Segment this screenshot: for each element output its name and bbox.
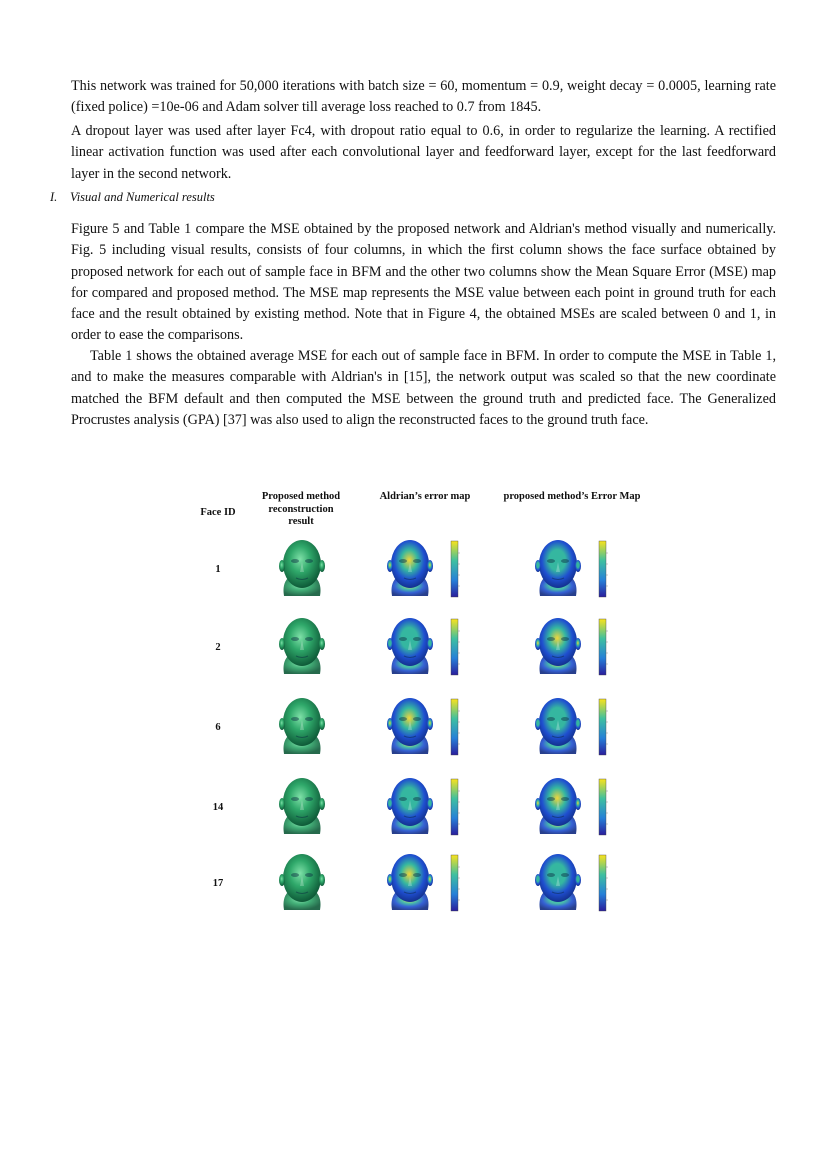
face-ald (370, 612, 450, 682)
paragraph-table-mse: Table 1 shows the obtained average MSE for each out of sample face in BFM. In order to compute the MSE in Table 1, and to make the measures comparable with Aldrian's in [15], the network output was scaled so that the new coordinate matched the BFM default and then computed the MSE between the ground truth and predicted face. The Generalized Procrustes analysis (GPA) [37] was also used to align the reconstructed faces to the ground truth face. (71, 348, 776, 428)
face-recon (262, 848, 342, 918)
aldrian-error-map (370, 848, 468, 918)
header-reconstruction: Proposed method reconstruction result (261, 491, 341, 527)
face-prop (518, 612, 598, 682)
proposed-error-map (518, 848, 616, 918)
figure-5 (190, 486, 650, 916)
colorbar (598, 617, 616, 677)
face-prop (518, 848, 598, 918)
face-id-label: 1 (215, 564, 221, 575)
face-id-label: 6 (215, 722, 221, 733)
colorbar (598, 853, 616, 913)
face-recon (262, 772, 342, 842)
colorbar (598, 539, 616, 599)
colorbar (598, 697, 616, 757)
face-recon (262, 692, 342, 762)
paragraph-figure-comparison: Figure 5 and Table 1 compare the MSE obtained by the proposed network and Aldrian's method visually and numerically. Fig. 5 including visual results, consists of four columns, in which the first column shows the face surface obtained by proposed network for each out of sample face in BFM and the other two columns show the Mean Square Error (MSE) map for compared and proposed method. The MSE map represents the MSE value between each point in ground truth for each face and the result obtained by existing method. Note that in Figure 4, the obtained MSEs are scaled between 0 and 1, in order to ease the comparisons. (71, 221, 776, 344)
face-recon (262, 612, 342, 682)
reconstruction-result (262, 772, 342, 842)
section-title: Visual and Numerical results (70, 190, 215, 204)
aldrian-error-map (370, 772, 468, 842)
reconstruction-result (262, 848, 342, 918)
header-face-id: Face ID (200, 507, 236, 518)
aldrian-error-map (370, 612, 468, 682)
proposed-error-map (518, 612, 616, 682)
proposed-error-map (518, 692, 616, 762)
face-ald (370, 848, 450, 918)
face-id-label: 14 (212, 802, 224, 813)
colorbar (450, 697, 468, 757)
paragraph-training: This network was trained for 50,000 iterations with batch size = 60, momentum = 0.9, weight decay = 0.0005, learning rate (fixed police) =10e-06 and Adam solver till average loss reached to 0.7 from 1845. (71, 78, 776, 116)
proposed-error-map (518, 534, 616, 604)
reconstruction-result (262, 534, 342, 604)
face-id-label: 2 (215, 642, 221, 653)
reconstruction-result (262, 692, 342, 762)
reconstruction-result (262, 612, 342, 682)
header-proposed-error: proposed method’s Error Map (503, 491, 641, 502)
face-id-label: 17 (212, 878, 224, 889)
face-recon (262, 534, 342, 604)
face-ald (370, 772, 450, 842)
aldrian-error-map (370, 534, 468, 604)
paragraph-dropout: A dropout layer was used after layer Fc4, with dropout ratio equal to 0.6, in order to regularize the learning. A rectified linear activation function was used after each convolutional layer and feedforward layer, except for the last feedforward layer in the second network. (71, 123, 776, 182)
colorbar (450, 777, 468, 837)
colorbar (598, 777, 616, 837)
section-heading (50, 190, 215, 205)
face-prop (518, 692, 598, 762)
colorbar (450, 617, 468, 677)
face-ald (370, 692, 450, 762)
face-ald (370, 534, 450, 604)
proposed-error-map (518, 772, 616, 842)
section-number: I. (50, 190, 58, 204)
colorbar (450, 853, 468, 913)
face-prop (518, 772, 598, 842)
colorbar (450, 539, 468, 599)
aldrian-error-map (370, 692, 468, 762)
header-aldrian: Aldrian’s error map (379, 491, 471, 502)
face-prop (518, 534, 598, 604)
